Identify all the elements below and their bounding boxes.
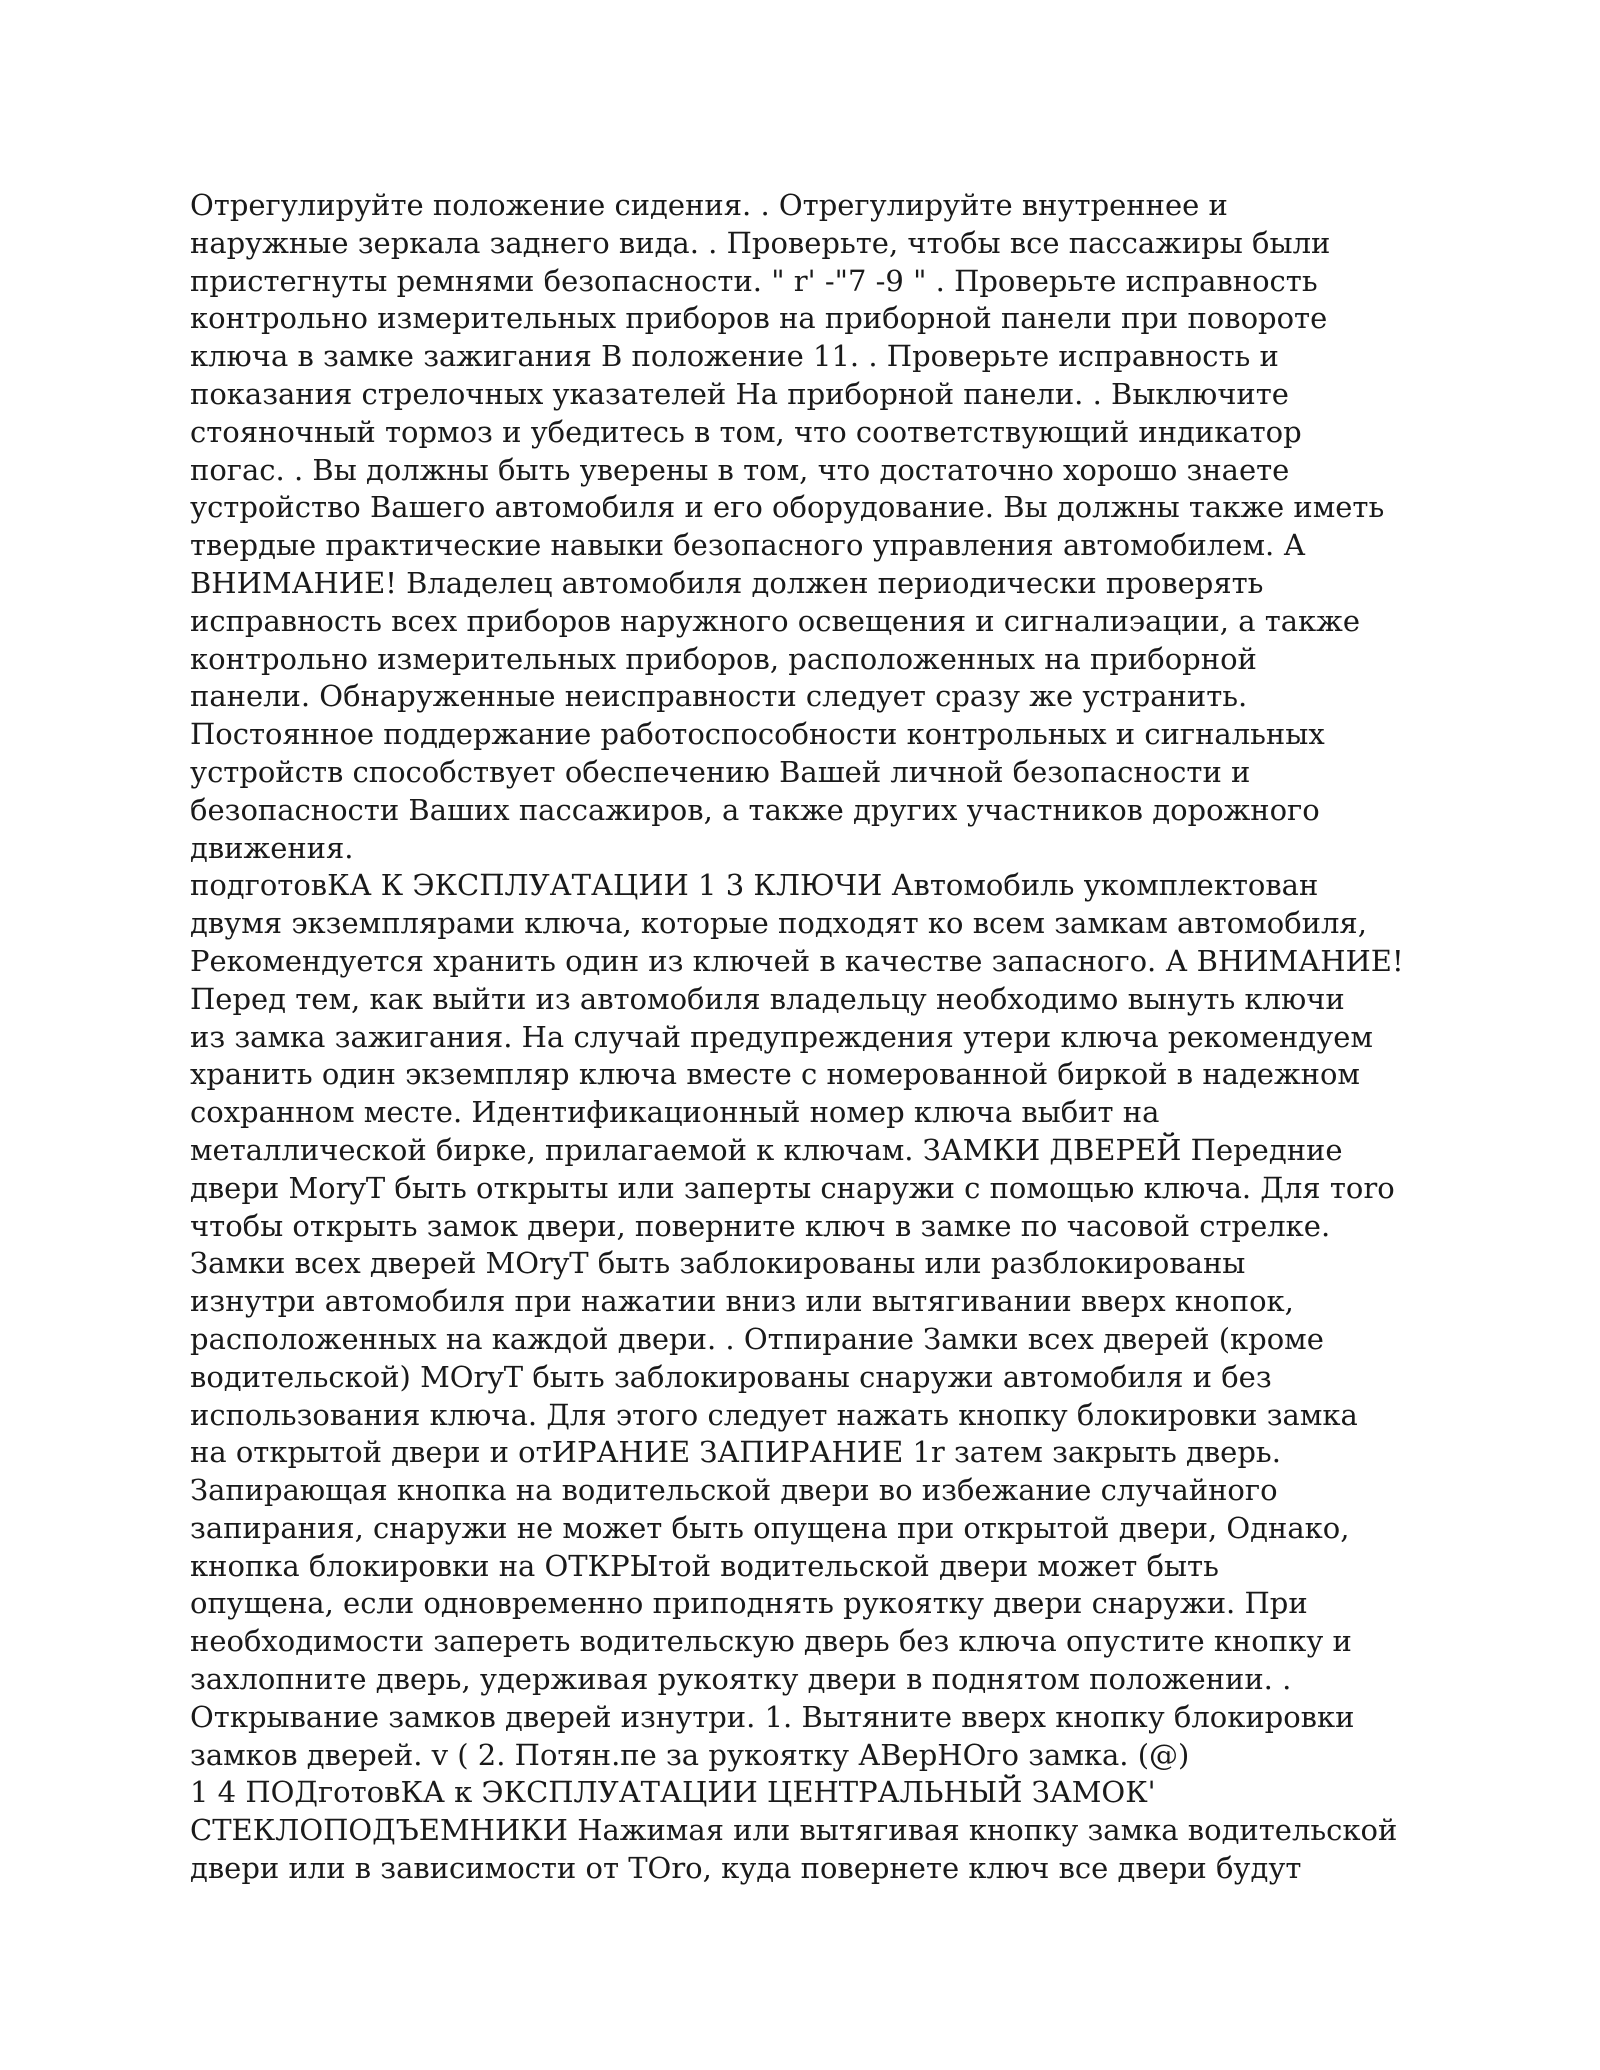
text-line: исправность всех приборов наружного освещения и сигналиэации, а также: [190, 603, 1360, 638]
text-line: изнутри автомобиля при нажатии вниз или вытягивании вверх кнопок,: [190, 1284, 1294, 1319]
text-line: необходимости запереть водительскую дверь без ключа опустите кнопку и: [190, 1624, 1352, 1659]
text-line: металлической бирке, прилагаемой к ключам. ЗАМКИ ДВЕРЕЙ Передние: [190, 1132, 1343, 1167]
text-line: использования ключа. Для этого следует нажать кнопку блокировки замка: [190, 1397, 1358, 1432]
text-line: расположенных на каждой двери. . Отпирание Замки всех дверей (кроме: [190, 1321, 1324, 1356]
text-line: на открытой двери и отИРАНИЕ ЗАПИРАНИЕ 1r затем закрыть дверь.: [190, 1435, 1281, 1470]
text-line: двери или в зависимости от TOro, куда повернете ключ все двери будут: [190, 1851, 1302, 1886]
body-text: [190, 187, 1450, 1888]
text-line: сохранном месте. Идентификационный номер ключа выбит на: [190, 1095, 1160, 1130]
text-line: опущена, если одновременно приподнять рукоятку двери снаружи. При: [190, 1586, 1308, 1621]
text-line: движения.: [190, 830, 354, 865]
text-line: Перед тем, как выйти из автомобиля владельцу необходимо вынуть ключи: [190, 981, 1345, 1016]
text-line: устройство Вашего автомобиля и его оборудование. Вы должны также иметь: [190, 490, 1385, 525]
text-line: чтобы открыть замок двери, поверните ключ в замке по часовой стрелке.: [190, 1208, 1331, 1243]
text-line: ключа в замке зажигания В положение 11. . Проверьте исправность и: [190, 339, 1279, 374]
text-line: СТЕКЛОПОДЪЕМНИКИ Нажимая или вытягивая кнопку замка водительской: [190, 1813, 1398, 1848]
text-line: кнопка блокировки на ОТКРЫтой водительской двери может быть: [190, 1548, 1219, 1583]
text-line: 1 4 ПОДготовКА к ЭКСПЛУАТАЦИИ ЦЕНТРАЛЬНЫЙ ЗАМОК': [190, 1775, 1156, 1810]
text-line: наружные зеркала заднего вида. . Проверьте, чтобы все пассажиры были: [190, 225, 1331, 260]
text-line: Постоянное поддержание работоспособности контрольных и сигнальных: [190, 717, 1325, 752]
text-line: безопасности Ваших пассажиров, а также других участников дорожного: [190, 792, 1320, 827]
text-line: замков дверей. v ( 2. Потян.пе за рукоятку АВерНОго замка. (@): [190, 1737, 1190, 1772]
text-line: панели. Обнаруженные неисправности следует сразу же устранить.: [190, 679, 1248, 714]
text-line: из замка зажигания. На случай предупреждения утери ключа рекомендуем: [190, 1019, 1373, 1054]
text-line: водительской) MOryT быть заблокированы снаружи автомобиля и без: [190, 1359, 1272, 1394]
text-line: двумя экземплярами ключа, которые подходят ко всем замкам автомобиля,: [190, 906, 1367, 941]
text-line: ВНИМАНИЕ! Владелец автомобиля должен периодически проверять: [190, 565, 1264, 600]
text-line: Отрегулируйте положение сидения. . Отрегулируйте внутреннее и: [190, 188, 1228, 222]
text-line: контрольно измерительных приборов, расположенных на приборной: [190, 641, 1257, 676]
text-line: захлопните дверь, удерживая рукоятку двери в поднятом положении. .: [190, 1662, 1292, 1697]
text-line: хранить один экземпляр ключа вместе с номерованной биркой в надежном: [190, 1057, 1360, 1092]
text-line: пристегнуты ремнями безопасности. " r' -"7 -9 " . Проверьте исправность: [190, 263, 1318, 298]
text-line: подготовКА К ЭКСПЛУАТАЦИИ 1 3 КЛЮЧИ Автомобиль укомплектован: [190, 868, 1319, 903]
text-line: устройств способствует обеспечению Вашей личной безопасности и: [190, 754, 1251, 789]
text-line: Запирающая кнопка на водительской двери во избежание случайного: [190, 1473, 1278, 1508]
text-line: Рекомендуется хранить один из ключей в качестве запасного. А ВНИМАНИЕ!: [190, 943, 1404, 978]
text-line: погас. . Вы должны быть уверены в том, что достаточно хорошо знаете: [190, 452, 1290, 487]
text-line: Открывание замков дверей изнутри. 1. Вытяните вверх кнопку блокировки: [190, 1699, 1355, 1734]
text-line: запирания, снаружи не может быть опущена при открытой двери, Однако,: [190, 1510, 1350, 1545]
text-line: стояночный тормоз и убедитесь в том, что соответствующий индикатор: [190, 414, 1302, 449]
text-line: контрольно измерительных приборов на приборной панели при повороте: [190, 301, 1328, 336]
text-line: Замки всех дверей MOryT быть заблокированы или разблокированы: [190, 1246, 1246, 1281]
text-line: двери MoryT быть открыты или заперты снаружи с помощью ключа. Для тoro: [190, 1170, 1395, 1205]
text-line: показания стрелочных указателей На приборной панели. . Выключите: [190, 376, 1289, 411]
text-line: твердые практические навыки безопасного управления автомобилем. А: [190, 528, 1306, 563]
